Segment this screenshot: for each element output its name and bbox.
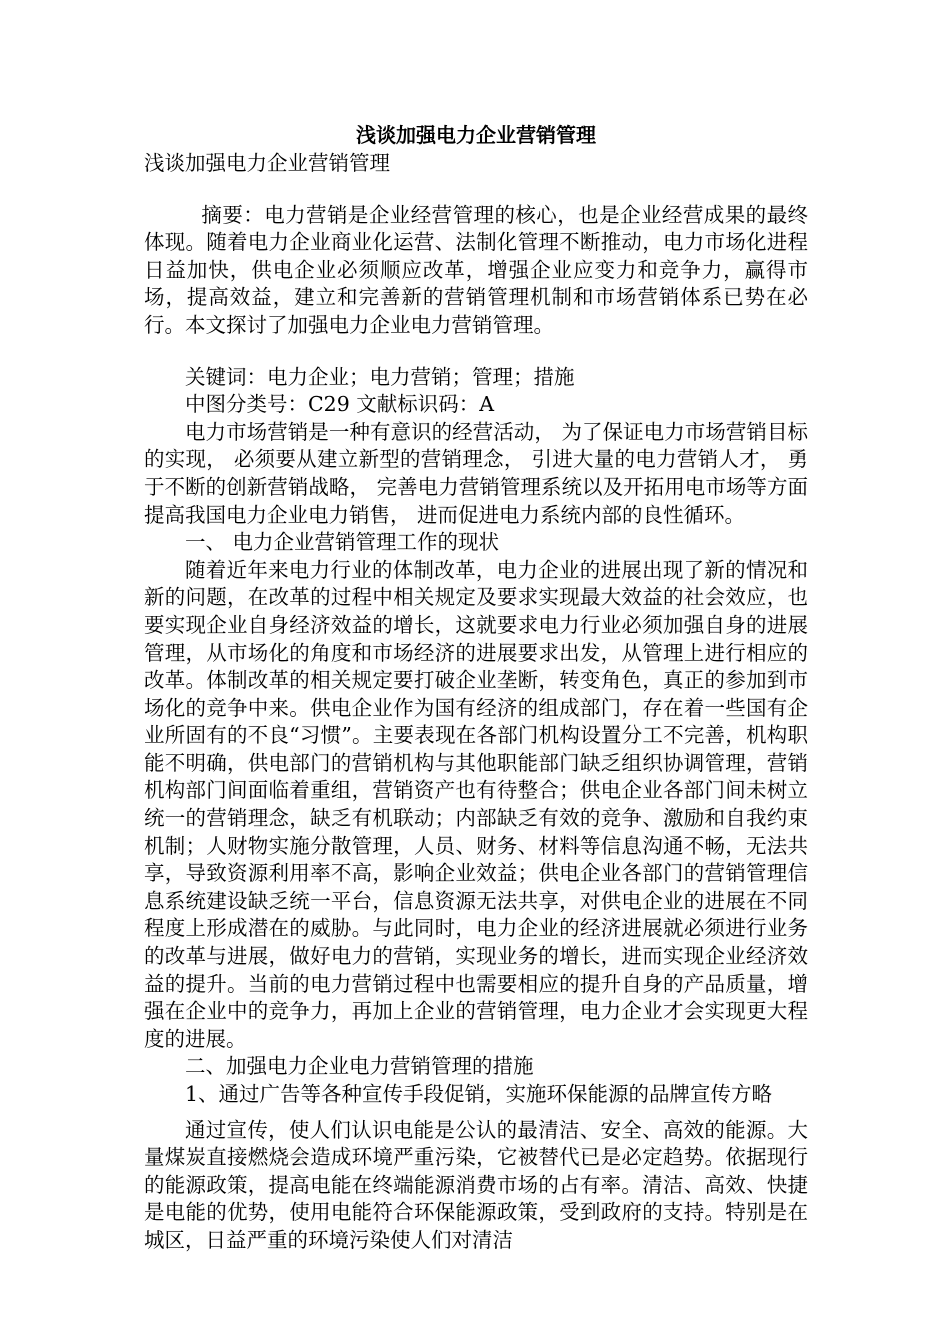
document-title: 浅谈加强电力企业营销管理 bbox=[356, 123, 596, 147]
document-page bbox=[144, 120, 808, 1255]
keywords-line: 关键词：电力企业；电力营销；管理；措施 bbox=[185, 364, 575, 389]
section-1-body: 随着近年来电力行业的体制改革，电力企业的进展出现了新的情况和新的问题，在改革的过程中相关规定及要求实现最大效益的社会效应，也要实现企业自身经济效益的增长，这就要求电力行业必须加强自身的进展管理，从市场化的角度和市场经济的进展要求出发，从管理上进行相应的改革。体制改革的相关规定要打破企业垄断，转变角色，真正的参加到市场化的竞争中来。供电企业作为国有经济的组成部门，存在着一些国有企业所固有的不良“习惯”。主要表现在各部门机构设置分工不完善，机构职能不明确，供电部门的营销机构与其他职能部门缺乏组织协调管理，营销机构部门间面临着重组，营销资产也有待整合；供电企业各部门间未树立统一的营销理念，缺乏有机联动；内部缺乏有效的竞争、激励和自我约束机制；人财物实施分散管理，人员、财务、材料等信息沟通不畅，无法共享，导致资源利用率不高，影响企业效益；供电企业各部门的营销管理信息系统建设缺乏统一平台，信息资源无法共享，对供电企业的进展在不同程度上形成潜在的威胁。与此同时，电力企业的经济进展就必须进行业务的改革与进展，做好电力的营销，实现业务的增长，进而实现企业经济效益的提升。当前的电力营销过程中也需要相应的提升自身的产品质量，增强在企业中的竞争力，再加上企业的营销管理，电力企业才会实现更大程度的进展。 bbox=[144, 557, 808, 1051]
section-2-body: 通过宣传，使人们认识电能是公认的最清洁、安全、高效的能源。大量煤炭直接燃烧会造成环境严重污染，它被替代已是必定趋势。依据现行的能源政策，提高电能在终端能源消费市场的占有率。清洁、高效、快捷是电能的优势，使用电能符合环保能源政策，受到政府的支持。特别是在城区，日益严重的环境污染使人们对清洁 bbox=[144, 1117, 808, 1252]
document-subtitle: 浅谈加强电力企业营销管理 bbox=[144, 151, 390, 175]
section-1-heading: 一、 电力企业营销管理工作的现状 bbox=[185, 530, 500, 555]
intro-paragraph: 电力市场营销是一种有意识的经营活动， 为了保证电力市场营销目标的实现， 必须要从建立新型的营销理念， 引进大量的电力营销人才， 勇于不断的创新营销战略， 完善电力营销管理系统以及开拓用电市场等方面提高我国电力企业电力销售， 进而促进电力系统内部的良性循环。 bbox=[144, 419, 808, 527]
section-2-subheading-1: 1、通过广告等各种宣传手段促销，实施环保能源的品牌宣传方略 bbox=[185, 1082, 773, 1106]
abstract-paragraph: 摘要：电力营销是企业经营管理的核心，也是企业经营成果的最终体现。随着电力企业商业化运营、法制化管理不断推动，电力市场化进程日益加快，供电企业必须顺应改革，增强企业应变力和竞争力，赢得市场，提高效益，建立和完善新的营销管理机制和市场营销体系已势在必行。本文探讨了加强电力企业电力营销管理。 bbox=[144, 202, 808, 337]
section-2-heading: 二、加强电力企业电力营销管理的措施 bbox=[185, 1054, 534, 1079]
classification-line: 中图分类号：C29 文献标识码：A bbox=[185, 392, 495, 417]
